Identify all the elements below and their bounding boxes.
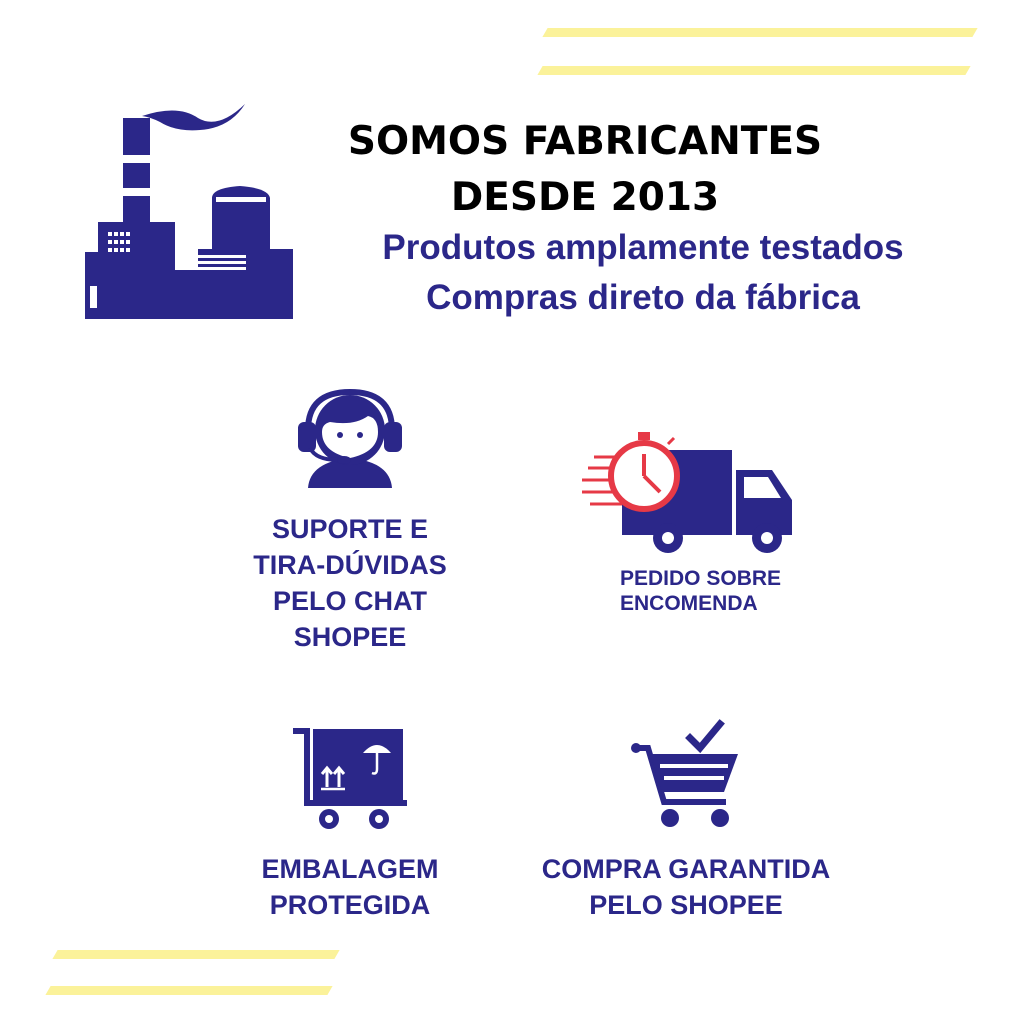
stripe-bottom-2: [45, 986, 332, 995]
feature-order-text: [620, 568, 781, 614]
headset-agent-icon: [294, 382, 414, 492]
shopping-cart-check-icon: [628, 718, 748, 833]
feature-packaging-line-1: EMBALAGEM: [261, 854, 439, 884]
headline-line-1: SOMOS FABRICANTES: [347, 119, 823, 164]
package-cart-icon: [293, 725, 413, 835]
feature-packaging-line-2: PROTEGIDA: [269, 890, 431, 920]
feature-packaging-text: [230, 856, 470, 919]
subtitle-line-1: Produtos amplamente testados: [382, 228, 904, 267]
feature-order-line-2: ENCOMENDA: [620, 592, 758, 615]
feature-support-line-4: SHOPEE: [293, 622, 407, 652]
feature-guarantee-text: [520, 856, 852, 919]
feature-support-line-1: SUPORTE E: [271, 514, 429, 544]
factory-icon: [80, 100, 300, 320]
feature-guarantee-line-1: COMPRA GARANTIDA: [541, 854, 831, 884]
feature-support-line-2: TIRA-DÚVIDAS: [253, 550, 447, 580]
stripe-bottom-1: [52, 950, 339, 959]
feature-order-line-1: PEDIDO SOBRE: [620, 567, 782, 590]
subtitle-line-2: Compras direto da fábrica: [426, 278, 860, 317]
feature-support-text: [220, 516, 480, 651]
feature-guarantee-line-2: PELO SHOPEE: [589, 890, 783, 920]
delivery-truck-icon: [580, 430, 800, 555]
stripe-top-2: [537, 66, 970, 75]
feature-support-line-3: PELO CHAT: [273, 586, 427, 616]
stripe-top-1: [542, 28, 977, 37]
headline-line-2: DESDE 2013: [450, 175, 720, 220]
